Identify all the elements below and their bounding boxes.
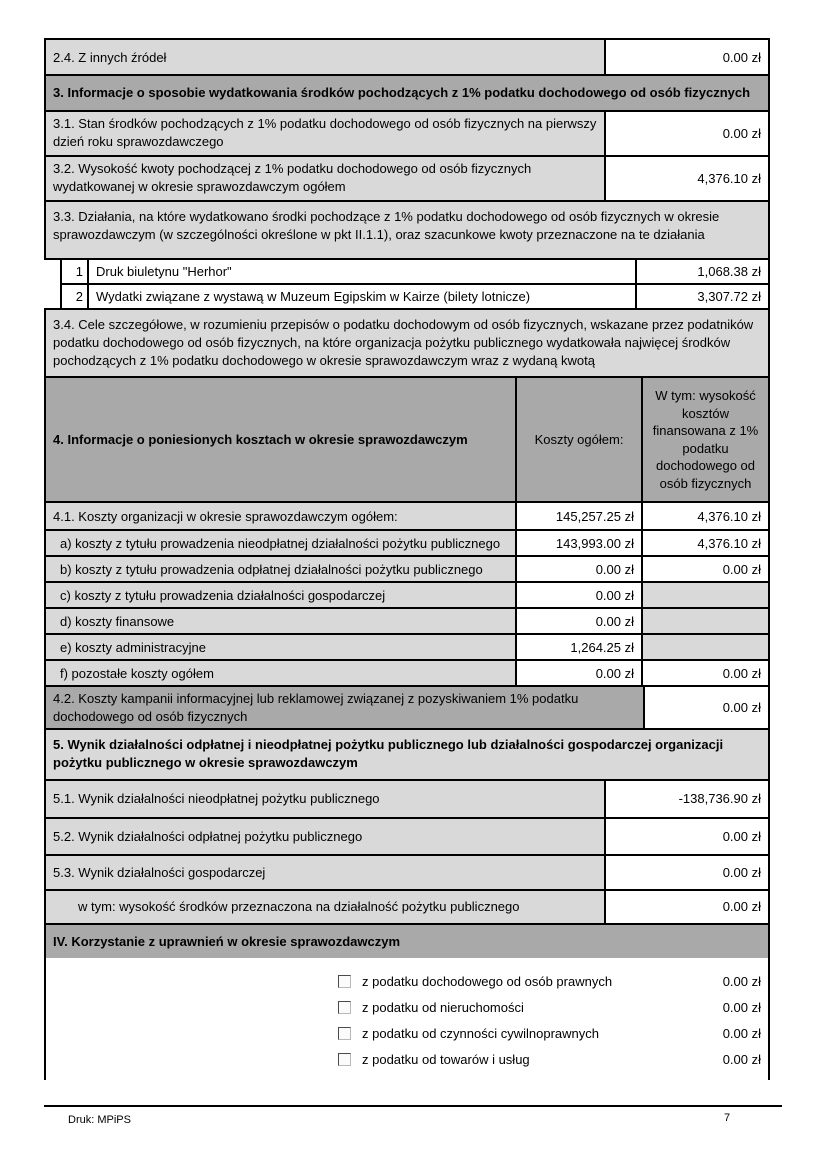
action-2-description: Wydatki związane z wystawą w Muzeum Egipskim w Kairze (bilety lotnicze) — [89, 285, 637, 308]
row-3-4 — [44, 308, 770, 379]
row-3-3 — [44, 200, 770, 260]
section-4-col-1pct-header: W tym: wysokość kosztów finansowana z 1% podatku dochodowego od osób fizycznych — [643, 378, 768, 501]
section-4-col-total-header: Koszty ogółem: — [517, 378, 643, 501]
row-5-2 — [44, 817, 770, 856]
privilege-row-vat — [46, 1046, 768, 1072]
row-2-4 — [44, 38, 770, 76]
cost-row-a — [44, 529, 770, 557]
cost-4-1-label: 4.1. Koszty organizacji w okresie sprawozdawczym ogółem: — [46, 503, 517, 529]
privilege-row-cit — [46, 968, 768, 994]
cost-c-total: 0.00 zł — [517, 583, 643, 607]
cost-4-1-total: 145,257.25 zł — [517, 503, 643, 529]
cost-row-c — [44, 581, 770, 609]
row-4-2-label: 4.2. Koszty kampanii informacyjnej lub reklamowej związanej z pozyskiwaniem 1% podatku dochodowego od osób fizycznych — [46, 687, 645, 728]
section-3-title: 3. Informacje o sposobie wydatkowania środków pochodzących z 1% podatku dochodowego od osób fizycznych — [46, 76, 768, 110]
row-5-3-wtym-label: w tym: wysokość środków przeznaczona na działalność pożytku publicznego — [46, 891, 606, 923]
row-3-2-value: 4,376.10 zł — [606, 157, 768, 200]
footer-print-label: Druk: MPiPS — [68, 1114, 131, 1126]
section-5-header — [44, 728, 770, 780]
privileges-block — [44, 958, 770, 1080]
section-3-header — [44, 74, 770, 112]
row-2-4-label: 2.4. Z innych źródeł — [46, 40, 606, 74]
action-2-number: 2 — [62, 285, 89, 308]
cit-value: 0.00 zł — [722, 973, 761, 989]
civil-law-tax-value: 0.00 zł — [722, 1025, 761, 1041]
cost-row-f — [44, 659, 770, 687]
section-5-title: 5. Wynik działalności odpłatnej i nieodpłatnej pożytku publicznego lub działalności gospodarczej organizacji pożytku publicznego w okresie sprawozdawczym — [46, 730, 768, 778]
row-5-2-value: 0.00 zł — [606, 819, 768, 854]
vat-checkbox[interactable] — [338, 1053, 351, 1066]
vat-label: z podatku od towarów i usług — [362, 1051, 530, 1067]
cost-d-label: d) koszty finansowe — [46, 609, 517, 633]
row-3-1 — [44, 110, 770, 157]
footer-divider — [44, 1105, 782, 1107]
row-5-3-value: 0.00 zł — [606, 856, 768, 889]
section-iv-title: IV. Korzystanie z uprawnień w okresie sprawozdawczym — [46, 925, 768, 959]
cost-row-e — [44, 633, 770, 661]
section-4-title: 4. Informacje o poniesionych kosztach w okresie sprawozdawczym — [46, 378, 517, 501]
row-5-3-wtym-value: 0.00 zł — [606, 891, 768, 923]
cost-b-total: 0.00 zł — [517, 557, 643, 581]
action-1-amount: 1,068.38 zł — [697, 263, 761, 279]
row-5-3-wtym — [44, 889, 770, 925]
row-3-1-label: 3.1. Stan środków pochodzących z 1% podatku dochodowego od osób fizycznych na pierwszy dzień roku sprawozdawczego — [46, 112, 606, 155]
cost-d-total: 0.00 zł — [517, 609, 643, 633]
cost-b-1pct: 0.00 zł — [643, 557, 768, 581]
cost-f-1pct: 0.00 zł — [643, 661, 768, 685]
row-3-2 — [44, 155, 770, 202]
row-3-1-value: 0.00 zł — [606, 112, 768, 155]
civil-law-tax-checkbox[interactable] — [338, 1027, 351, 1040]
civil-law-tax-label: z podatku od czynności cywilnoprawnych — [362, 1025, 600, 1041]
property-tax-checkbox[interactable] — [338, 1001, 351, 1014]
cost-4-1-1pct: 4,376.10 zł — [643, 503, 768, 529]
cost-a-label: a) koszty z tytułu prowadzenia nieodpłatnej działalności pożytku publicznego — [46, 531, 517, 555]
row-5-1-label: 5.1. Wynik działalności nieodpłatnej pożytku publicznego — [46, 781, 606, 817]
property-tax-label: z podatku od nieruchomości — [362, 999, 524, 1015]
action-row-2 — [60, 283, 770, 310]
cost-a-total: 143,993.00 zł — [517, 531, 643, 555]
cost-d-1pct-blocked — [643, 609, 768, 633]
section-iv-header — [44, 923, 770, 961]
row-3-2-label: 3.2. Wysokość kwoty pochodzącej z 1% podatku dochodowego od osób fizycznych wydatkowanej w okresie sprawozdawczym ogółem — [46, 157, 606, 200]
cost-f-label: f) pozostałe koszty ogółem — [46, 661, 517, 685]
cost-e-label: e) koszty administracyjne — [46, 635, 517, 659]
row-3-4-label: 3.4. Cele szczegółowe, w rozumieniu przepisów o podatku dochodowym od osób fizycznych, wskazane przez podatników podatku dochodowego od osób fizycznych, na które organizacja pożytku publicznego wydatkowała najwięcej środków pochodzących z 1% podatku dochodowego w okresie sprawozdawczym wraz z wydaną kwotą — [46, 310, 768, 377]
row-5-1 — [44, 779, 770, 819]
row-2-4-value: 0.00 zł — [606, 40, 768, 74]
cost-b-label: b) koszty z tytułu prowadzenia odpłatnej działalności pożytku publicznego — [46, 557, 517, 581]
cit-label: z podatku dochodowego od osób prawnych — [362, 973, 613, 989]
cit-checkbox[interactable] — [338, 975, 351, 988]
privilege-row-property-tax — [46, 994, 768, 1020]
cost-e-total: 1,264.25 zł — [517, 635, 643, 659]
cost-row-d — [44, 607, 770, 635]
row-5-3-label: 5.3. Wynik działalności gospodarczej — [46, 856, 606, 889]
action-2-amount: 3,307.72 zł — [697, 288, 761, 304]
row-4-2-value: 0.00 zł — [645, 687, 768, 728]
form-table — [44, 38, 770, 1080]
action-1-description: Druk biuletynu "Herhor" — [89, 260, 637, 283]
cost-row-b — [44, 555, 770, 583]
action-row-1 — [60, 258, 770, 285]
cost-row-4-1 — [44, 501, 770, 531]
cost-a-1pct: 4,376.10 zł — [643, 531, 768, 555]
row-4-2 — [44, 685, 770, 730]
row-5-1-value: -138,736.90 zł — [606, 781, 768, 817]
row-5-2-label: 5.2. Wynik działalności odpłatnej pożytku publicznego — [46, 819, 606, 854]
vat-value: 0.00 zł — [722, 1051, 761, 1067]
cost-f-total: 0.00 zł — [517, 661, 643, 685]
row-3-3-label: 3.3. Działania, na które wydatkowano środki pochodzące z 1% podatku dochodowego od osób fizycznych w okresie sprawozdawczym (w szczególności określone w pkt II.1.1), oraz szacunkowe kwoty przeznaczone na te działania — [46, 202, 768, 258]
cost-c-1pct-blocked — [643, 583, 768, 607]
row-5-3 — [44, 854, 770, 891]
footer-page-number: 7 — [724, 1112, 731, 1124]
cost-c-label: c) koszty z tytułu prowadzenia działalności gospodarczej — [46, 583, 517, 607]
cost-e-1pct-blocked — [643, 635, 768, 659]
section-4-header — [44, 376, 770, 503]
action-1-number: 1 — [62, 260, 89, 283]
privilege-row-civil-law-tax — [46, 1020, 768, 1046]
property-tax-value: 0.00 zł — [722, 999, 761, 1015]
